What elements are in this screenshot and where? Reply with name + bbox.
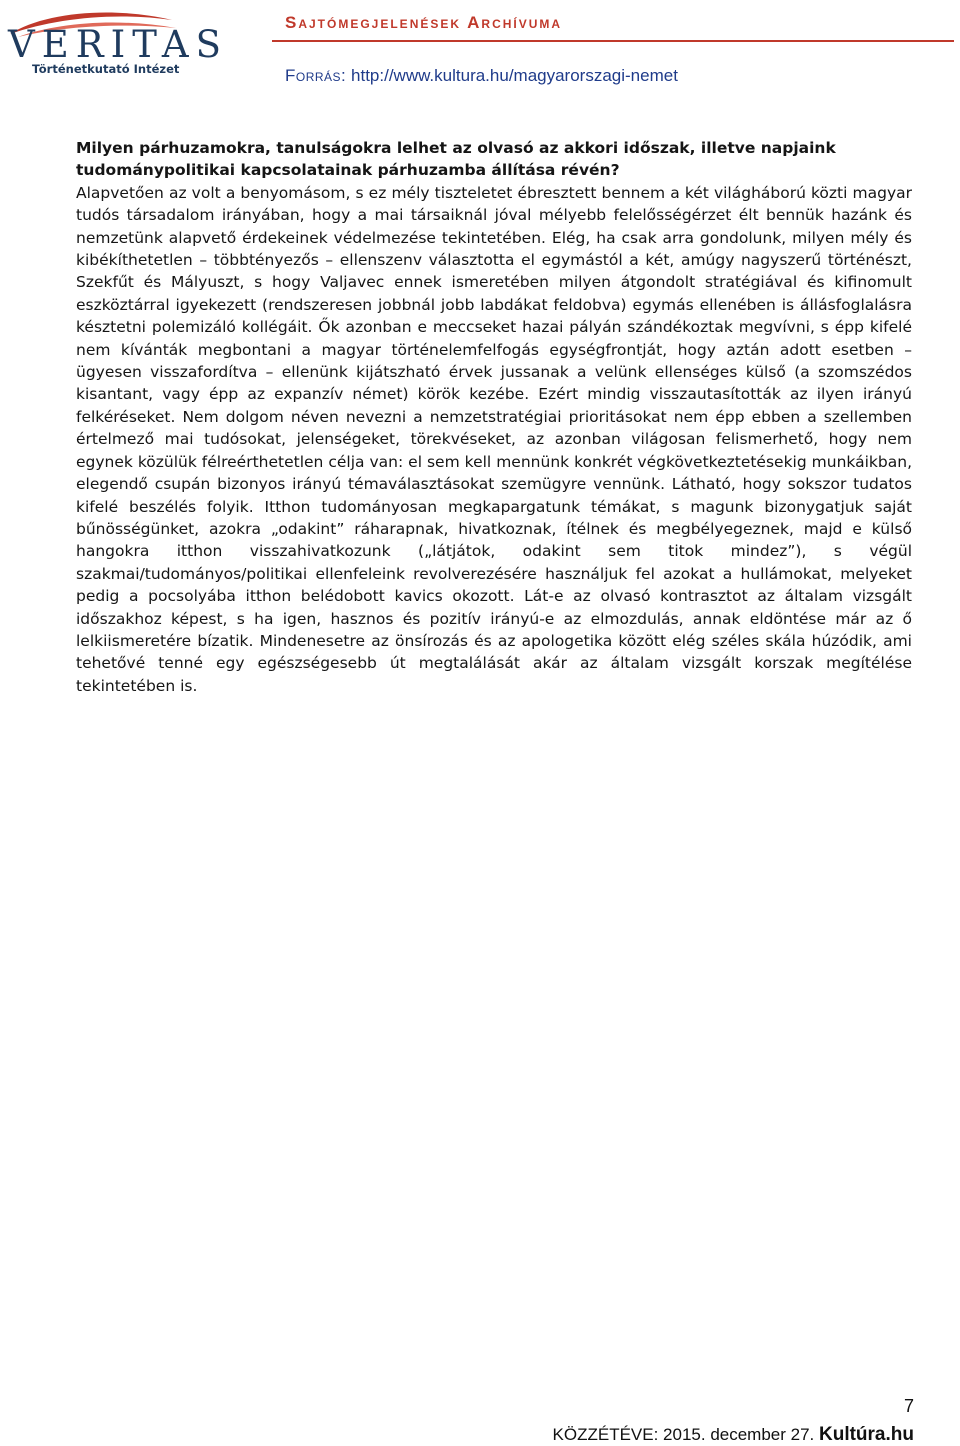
source-url-link[interactable]: http://www.kultura.hu/magyarorszagi-nemet	[351, 66, 678, 85]
published-date: KÖZZÉTÉVE: 2015. december 27.	[552, 1425, 815, 1444]
veritas-logo	[4, 4, 228, 78]
source-label: Forrás:	[285, 66, 347, 85]
interview-question: Milyen párhuzamokra, tanulságokra lelhet az olvasó az akkori időszak, illetve napjaink tudománypolitikai kapcsolatainak párhuzamba állítása révén?	[76, 139, 836, 180]
source-line	[285, 66, 678, 86]
page-number: 7	[903, 1396, 914, 1416]
footer-published	[553, 1424, 914, 1446]
article-body	[76, 137, 912, 697]
logo-subtitle: Történetkutató Intézet	[32, 62, 180, 76]
interview-answer: Alapvetően az volt a benyomásom, s ez mély tiszteletet ébresztett bennem a két világháború közti magyar tudós társadalom irányában, hogy a mai társaiknál jóval mélyebb felelősségérzet élt bennük hazánk és nemzetünk alapvető érdekeinek védelmezése tekintetében. Elég, ha csak arra gondolunk, milyen mély és kibékíthetetlen – többtényezős – ellenszenv választotta el egymástól a két, amúgy nagyszerű történészt, Szekfűt és Mályuszt, s hogy Valjavec ennek ismeretében milyen átgondolt stratégiával és kifinomult eszköztárral igyekezett (rendszeresen jobbnál jobb labdákat feldobva) egymás ellenében is állásfoglalásra késztetni polemizáló kollégáit. Ők azonban e meccseket hazai pályán szándékoztak megvívni, s épp kifelé nem kívánták megbontani a magyar történelemfelfogás egységfrontját, hogy aztán adott esetben – ügyesen visszafordítva – ellenünk kijátszható érvek jussanak a velünk ellenséges külső (a szomszédos kisantant, vagy épp az expanzív német) körök kezébe. Ezért mindig visszautasították az ilyen irányú felkéréseket. Nem dolgom néven nevezni a nemzetstratégiai prioritásokat nem épp ebben a szellemben értelmező mai tudósokat, jelenségeket, törekvéseket, az azonban világosan felismerhető, hogy nem egynek közülük félreérthetetlen célja van: el sem kell mennünk konkrét végkövetkeztetésekig munkáikban, elegendő csupán bizonyos irányú témaválasztásokat szemügyre vennünk. Látható, hogy sokszor tudatos kifelé beszélés folyik. Itthon tudományosan megkapargatunk témákat, s magunk bizonygatjuk saját bűnösségünket, azokra „odakint” ráharapnak, hivatkoznak, ítélnek és megbélyegeznek, majd e külső hangokra itthon visszahivatkozunk („látjátok, odakint sem titok mindez”), s végül szakmai/tudományos/politikai ellenfeleink revolverezésére használjuk fel azokat a hullámokat, melyeket pedig a pocsolyába itthon belédobott kavics okozott. Lát-e az olvasó kontrasztot az általam vizsgált időszakhoz képest, s ha igen, hasznos és pozitív irányú-e az elmozdulás, annak eldöntése már az ő lelkiismeretére bízatik. Mindenesetre az önsírozás és az apologetika között elég széles skála húzódik, ami tehetővé tenné egy egészségesebb út megtalálását akár az általam vizsgált korszak megítélése tekintetében is.	[76, 183, 912, 695]
footer-brand: Kultúra.hu	[819, 1424, 914, 1445]
header-divider	[272, 40, 954, 42]
archive-title: Sajtómegjelenések Archívuma	[285, 13, 563, 32]
logo-wordmark: VERITAS	[8, 23, 228, 66]
